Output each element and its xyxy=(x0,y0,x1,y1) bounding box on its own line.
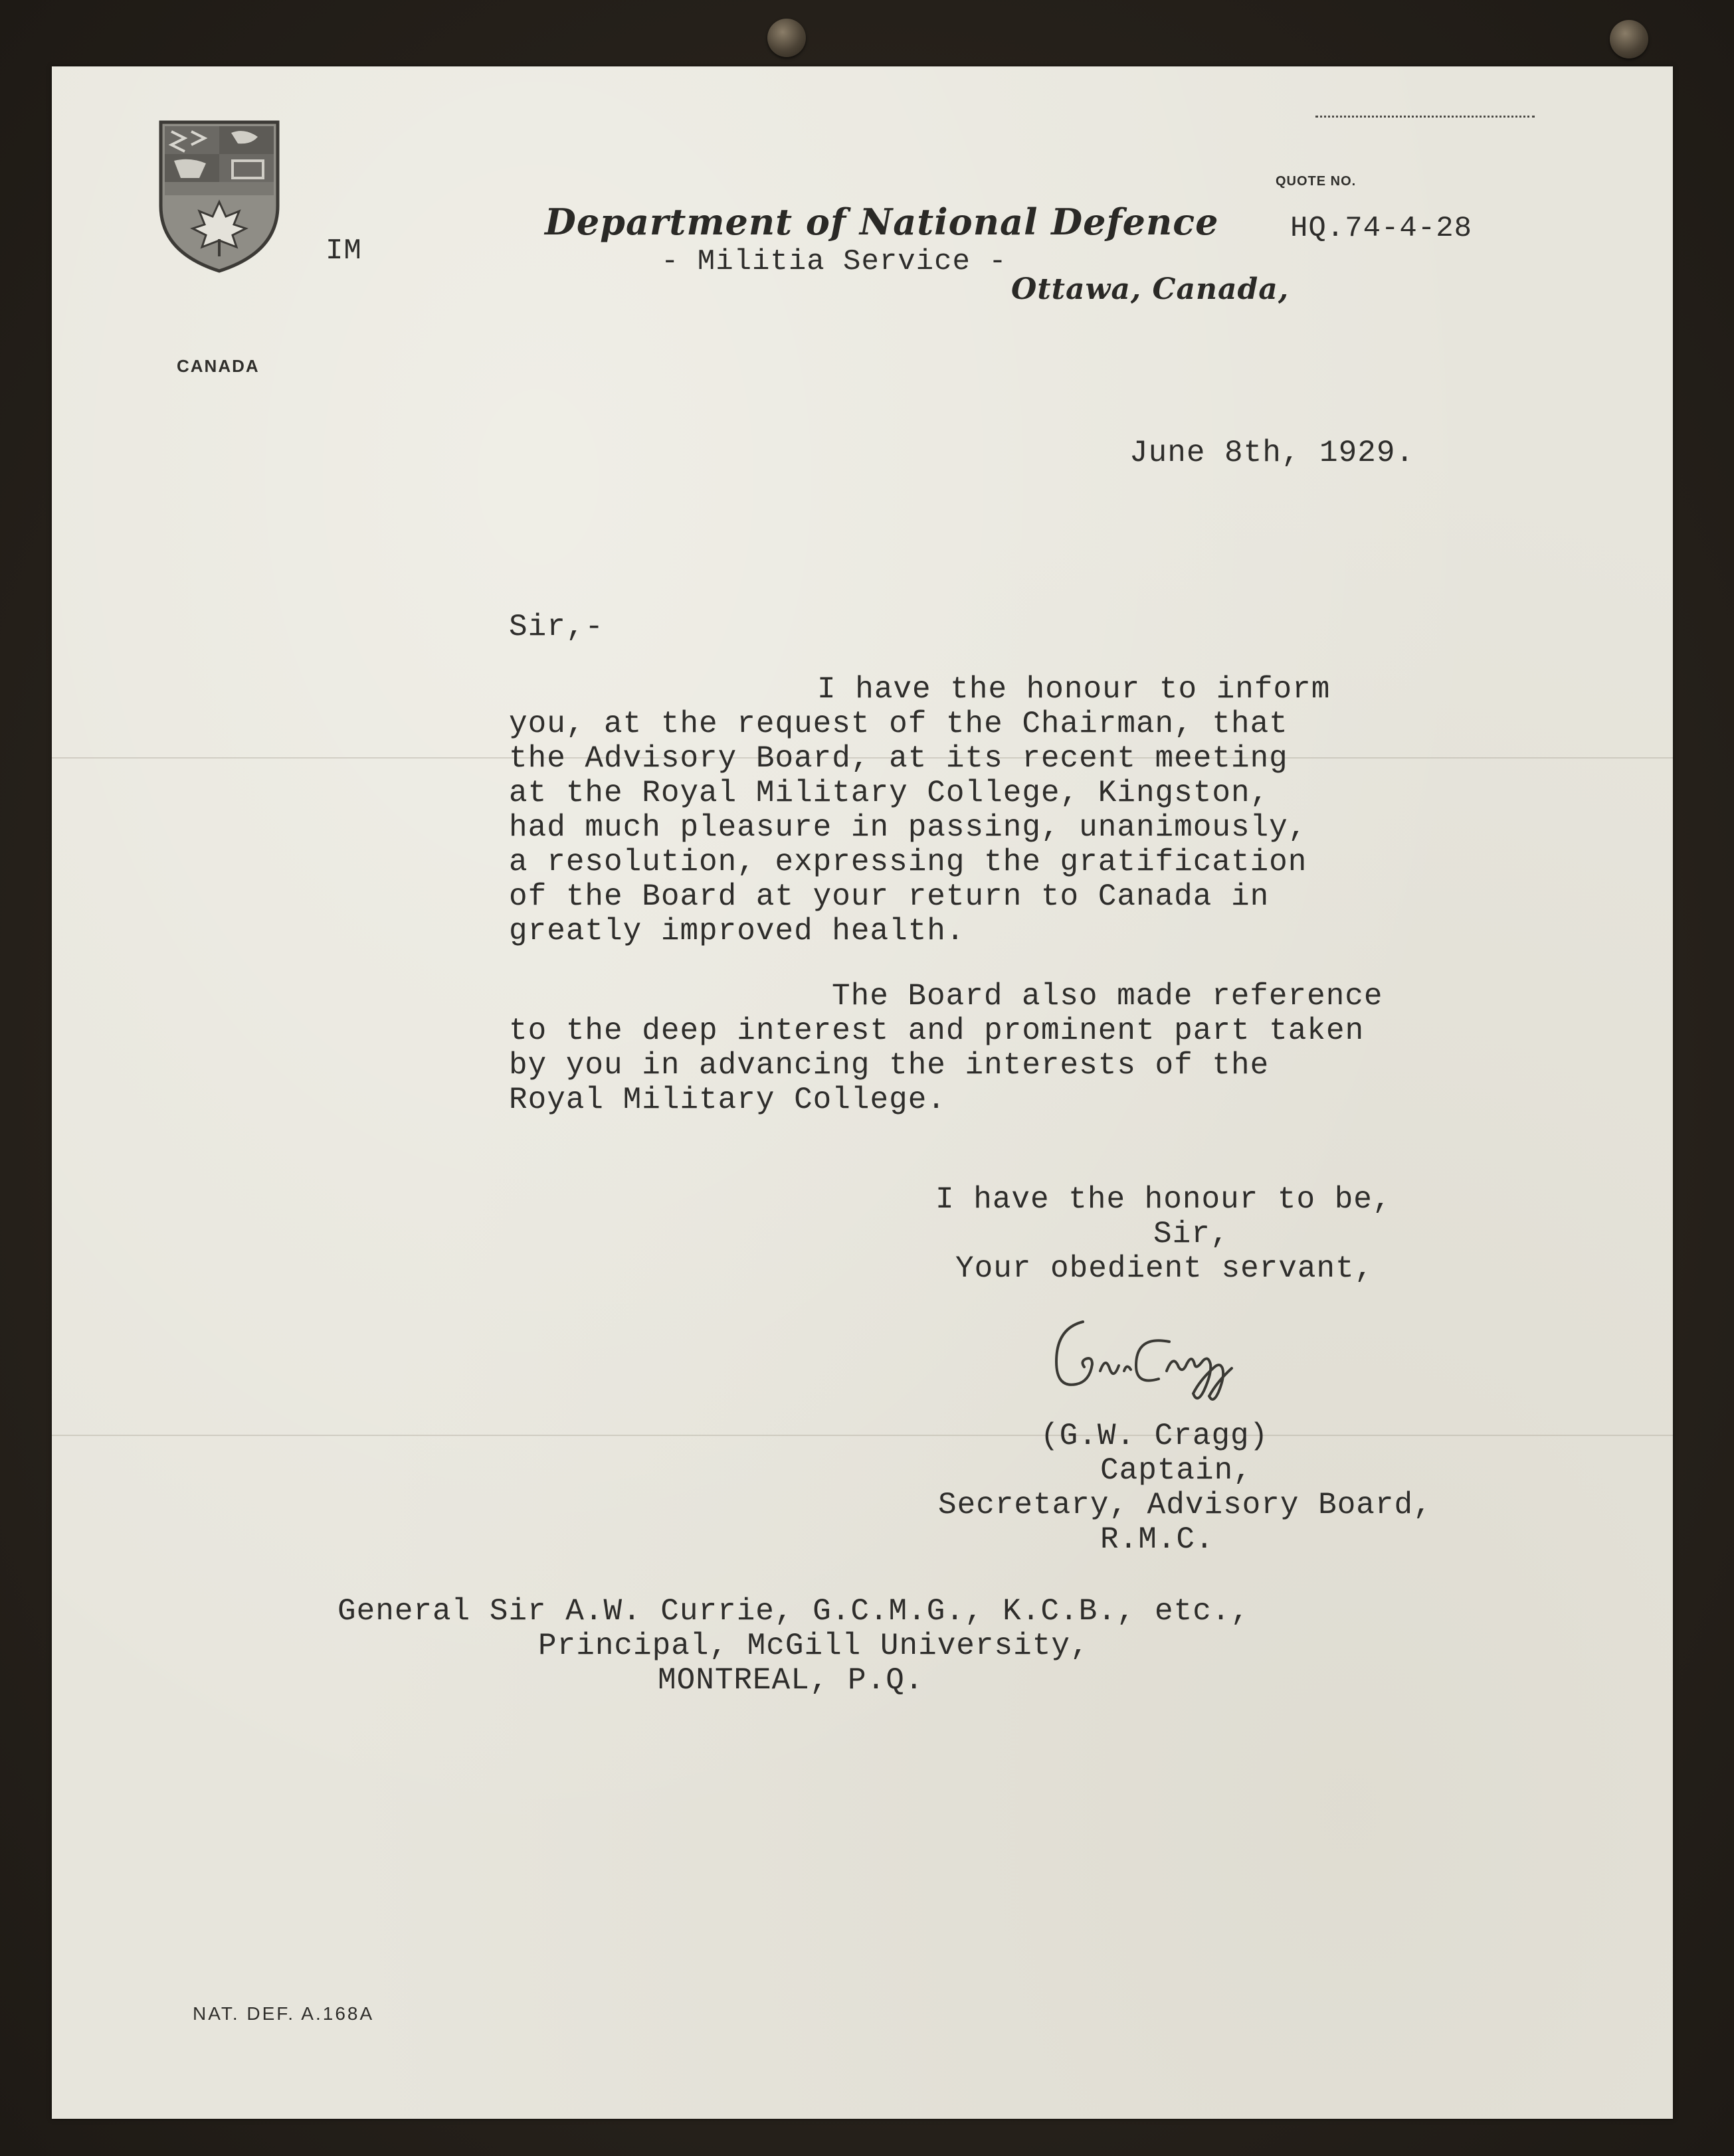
handwritten-signature xyxy=(1036,1302,1315,1415)
department-name: Department of National Defence xyxy=(545,201,1219,243)
letterhead-location: Ottawa, Canada, xyxy=(1011,272,1290,306)
canada-coat-of-arms-icon xyxy=(158,120,280,274)
body-line: by you in advancing the interests of the xyxy=(509,1048,1270,1083)
mounting-pin xyxy=(767,19,806,57)
typist-initials: IM xyxy=(326,234,362,268)
service-name: - Militia Service - xyxy=(661,245,1007,278)
body-line: to the deep interest and prominent part taken xyxy=(509,1014,1365,1048)
body-line: at the Royal Military College, Kingston, xyxy=(509,776,1270,810)
crest-caption: CANADA xyxy=(177,356,260,376)
signatory-rank: Captain, xyxy=(1100,1453,1252,1488)
body-line: of the Board at your return to Canada in xyxy=(509,879,1270,914)
signatory-name: (G.W. Cragg) xyxy=(1040,1419,1269,1453)
closing-line: I have the honour to be, xyxy=(935,1182,1392,1217)
file-number: HQ.74-4-28 xyxy=(1290,212,1473,245)
body-line: Royal Military College. xyxy=(509,1083,946,1117)
addressee-line: Principal, McGill University, xyxy=(538,1629,1090,1663)
body-line: you, at the request of the Chairman, that xyxy=(509,707,1288,741)
body-line: had much pleasure in passing, unanimously, xyxy=(509,810,1307,845)
addressee-line: General Sir A.W. Currie, G.C.M.G., K.C.B., etc., xyxy=(337,1594,1250,1629)
mounting-pin xyxy=(1610,20,1648,58)
body-line: the Advisory Board, at its recent meeting xyxy=(509,741,1288,776)
addressee-line: MONTREAL, P.Q. xyxy=(658,1663,924,1698)
body-line: I have the honour to inform xyxy=(817,672,1331,707)
salutation: Sir,- xyxy=(509,610,605,644)
closing-line: Your obedient servant, xyxy=(955,1251,1374,1286)
body-line: The Board also made reference xyxy=(832,979,1383,1014)
body-line: a resolution, expressing the gratification xyxy=(509,845,1307,879)
signatory-title: Secretary, Advisory Board, xyxy=(938,1488,1432,1522)
quote-number-label: QUOTE NO. xyxy=(1276,174,1357,189)
fold-line xyxy=(52,1435,1673,1436)
body-line: greatly improved health. xyxy=(509,914,965,948)
form-number: NAT. DEF. A.168A xyxy=(193,2003,375,2024)
letter-date: June 8th, 1929. xyxy=(1129,436,1415,470)
quote-number-line xyxy=(1315,116,1535,118)
signatory-institution: R.M.C. xyxy=(1100,1522,1214,1557)
closing-line: Sir, xyxy=(1153,1217,1230,1251)
